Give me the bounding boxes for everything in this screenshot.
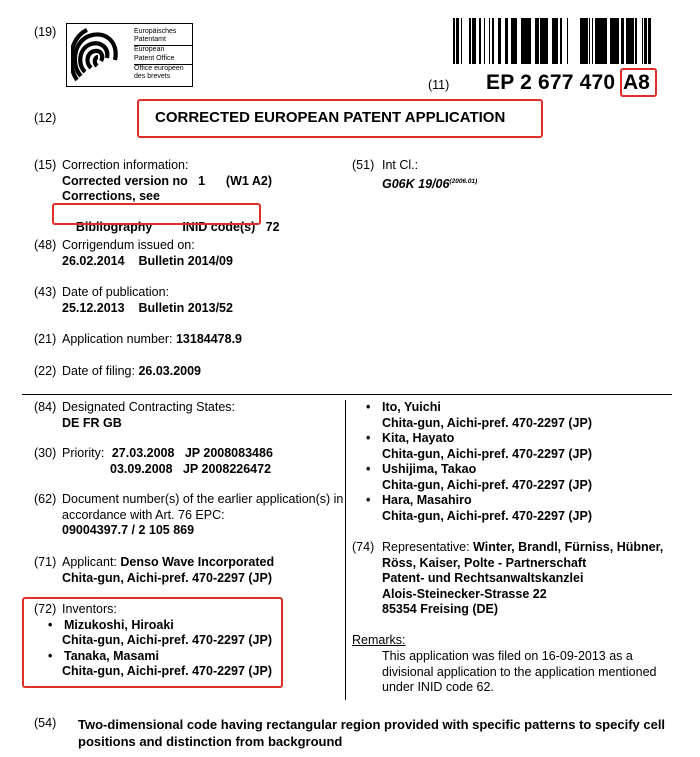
representative-label: Representative: — [382, 540, 470, 554]
remarks-line: divisional application to the application mentioned — [382, 664, 657, 679]
representative-line: 85354 Freising (DE) — [382, 602, 499, 616]
corrections-see: Corrections, see — [62, 189, 160, 203]
inid-21: (21) — [34, 332, 57, 346]
office-line: des brevets — [134, 73, 171, 81]
highlight-bibliography — [52, 203, 261, 225]
inventor-name: Ushijima, Takao — [382, 462, 477, 476]
corrigendum — [62, 238, 233, 269]
earlier-application — [62, 492, 343, 539]
corrigendum-value: 26.02.2014 Bulletin 2014/09 — [62, 253, 233, 268]
priority — [62, 446, 273, 477]
epo-logo — [66, 23, 193, 87]
applicant — [62, 555, 274, 586]
office-line: European — [134, 45, 192, 54]
inid-71: (71) — [34, 555, 57, 569]
office-line: Patent Office — [134, 54, 175, 62]
inventor-address: Chita-gun, Aichi-pref. 470-2297 (JP) — [382, 415, 592, 430]
bibliography-text: Bibliography — [75, 220, 153, 234]
inid-15: (15) — [34, 158, 57, 172]
remarks-text — [382, 649, 657, 696]
kind-code: A8 — [623, 71, 650, 94]
inventor-item: • Mizukoshi, Hiroaki — [48, 617, 174, 632]
inventor-name: Mizukoshi, Hiroaki — [64, 617, 174, 632]
designated-states-value: DE FR GB — [62, 415, 122, 430]
inid-62: (62) — [34, 492, 57, 506]
highlight-inventors — [22, 597, 283, 688]
inventor-name: Hara, Masahiro — [382, 493, 472, 507]
remarks-line: under INID code 62. — [382, 680, 494, 694]
inventor-item: • Tanaka, Masami — [48, 648, 159, 663]
applicant-address: Chita-gun, Aichi-pref. 470-2297 (JP) — [62, 570, 272, 585]
inventor-address: Chita-gun, Aichi-pref. 470-2297 (JP) — [382, 477, 592, 492]
highlight-document-title — [137, 99, 543, 138]
publication-date — [62, 285, 233, 316]
office-line: Patentamt — [134, 36, 166, 44]
application-number — [62, 332, 242, 348]
corrected-version: Corrected version no 1 (W1 A2) — [62, 173, 272, 188]
inventors-label: Inventors: — [62, 602, 117, 616]
inid-48: (48) — [34, 238, 57, 252]
epo-logo-icon — [71, 28, 131, 82]
filing-date-value: 26.03.2009 — [138, 364, 202, 378]
inid-43: (43) — [34, 285, 57, 299]
representative-line: Röss, Kaiser, Polte - Partnerschaft — [382, 555, 587, 570]
office-line: Europäisches — [134, 28, 177, 35]
inventor-address: Chita-gun, Aichi-pref. 470-2297 (JP) — [62, 633, 272, 647]
inventor-item: • Ushijima, Takao — [366, 462, 477, 476]
inid-72: (72) — [34, 602, 57, 616]
applicant-name: Denso Wave Incorporated — [120, 555, 275, 569]
earlier-application-value: 09004397.7 / 2 105 869 — [62, 523, 195, 537]
inid-11: (11) — [428, 78, 450, 92]
representative-address — [382, 556, 586, 618]
inventor-name: Kita, Hayato — [382, 431, 455, 445]
invention-title: Two-dimensional code having rectangular region provided with specific patterns to specify cell positions and distinction from background — [78, 717, 666, 749]
publication-date-value: 25.12.2013 Bulletin 2013/52 — [62, 300, 233, 315]
int-cl-version: (2006.01) — [449, 177, 478, 185]
representative-line: Patent- und Rechtsanwaltskanzlei — [382, 571, 584, 585]
representative-line: Alois-Steinecker-Strasse 22 — [382, 586, 547, 601]
inid-22: (22) — [34, 364, 57, 378]
earlier-application-text: Document number(s) of the earlier application(s) in — [62, 492, 344, 506]
document-title: CORRECTED EUROPEAN PATENT APPLICATION — [155, 109, 506, 126]
inid-54: (54) — [34, 716, 57, 730]
inventor-item: • Ito, Yuichi — [366, 400, 441, 414]
int-cl-label: Int Cl.: — [382, 158, 419, 172]
inid-code-text: INID code(s) 72 — [182, 220, 280, 234]
designated-states-label: Designated Contracting States: — [62, 400, 236, 414]
inventor-address: Chita-gun, Aichi-pref. 470-2297 (JP) — [382, 446, 592, 461]
inventor-address: Chita-gun, Aichi-pref. 470-2297 (JP) — [382, 508, 592, 523]
publication-number: EP 2 677 470 — [486, 71, 616, 94]
inventor-address: Chita-gun, Aichi-pref. 470-2297 (JP) — [62, 664, 272, 678]
filing-date-label: Date of filing: — [62, 364, 135, 378]
int-cl-value: G06K 19/06 — [382, 176, 450, 191]
filing-date — [62, 364, 201, 380]
office-line: Office européen — [134, 64, 192, 73]
designated-states — [62, 400, 235, 431]
inid-74: (74) — [352, 540, 375, 554]
inventors-continued — [366, 400, 592, 524]
inid-30: (30) — [34, 446, 57, 460]
inid-84: (84) — [34, 400, 57, 414]
representative — [382, 540, 663, 556]
correction-label: Correction information: — [62, 158, 189, 172]
highlight-kind-code — [620, 68, 657, 97]
priority-line: 27.03.2008 JP 2008083486 — [111, 446, 273, 460]
publication-date-label: Date of publication: — [62, 285, 170, 299]
int-cl — [382, 158, 477, 192]
application-number-value: 13184478.9 — [175, 332, 243, 346]
column-divider — [345, 400, 346, 700]
earlier-application-text: accordance with Art. 76 EPC: — [62, 507, 225, 522]
representative-line: Winter, Brandl, Fürniss, Hübner, — [473, 540, 664, 554]
inventor-name: Tanaka, Masami — [64, 648, 159, 663]
inventor-item: • Kita, Hayato — [366, 431, 455, 445]
barcode — [453, 18, 658, 64]
application-number-label: Application number: — [62, 332, 173, 346]
priority-line: 03.09.2008 JP 2008226472 — [110, 461, 272, 476]
remarks-line: This application was filed on 16-09-2013 as a — [382, 649, 633, 663]
inventor-item: • Hara, Masahiro — [366, 493, 472, 507]
office-name-text — [134, 28, 192, 81]
section-divider — [22, 394, 672, 395]
applicant-label: Applicant: — [62, 555, 117, 569]
inid-51: (51) — [352, 158, 375, 172]
inid-12: (12) — [34, 111, 57, 125]
remarks-label: Remarks: — [352, 633, 406, 647]
priority-label: Priority: — [62, 446, 105, 460]
inid-19: (19) — [34, 25, 57, 39]
corrigendum-label: Corrigendum issued on: — [62, 238, 195, 252]
inventor-name: Ito, Yuichi — [382, 400, 441, 414]
